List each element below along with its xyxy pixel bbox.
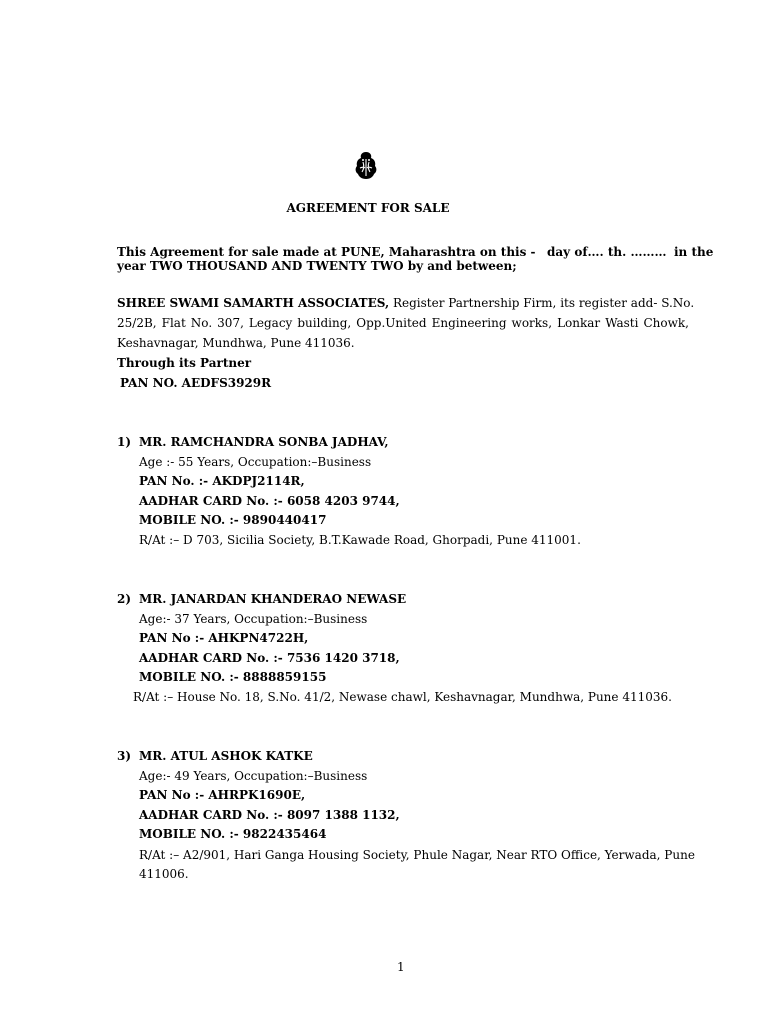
partner-2-number: 2) [117,592,132,606]
partner-3-age: Age:- 49 Years, Occupation:–Business [139,769,368,783]
partner-2-pan: PAN No :- AHKPN4722H, [139,631,309,645]
partner-3-address-2: 411006. [139,867,189,881]
firm-name: SHREE SWAMI SAMARTH ASSOCIATES, [117,296,390,310]
partner-3-pan: PAN No :- AHRPK1690E, [139,788,306,802]
partner-1-pan: PAN No. :- AKDPJ2114R, [139,474,305,488]
partner-3-mobile: MOBILE NO. :- 9822435464 [139,827,327,841]
partner-1-name: MR. RAMCHANDRA SONBA JADHAV, [139,435,389,449]
partner-3-address-1: R/At :– A2/901, Hari Ganga Housing Society, Phule Nagar, Near RTO Office, Yerwada, Pune [139,848,695,862]
partner-1-mobile: MOBILE NO. :- 9890440417 [139,513,327,527]
partner-3-number: 3) [117,749,132,763]
ganesha-emblem-icon [353,150,379,180]
document-title: AGREEMENT FOR SALE [286,201,450,215]
partner-1-aadhar: AADHAR CARD No. :- 6058 4203 9744, [139,494,400,508]
partner-3-name: MR. ATUL ASHOK KATKE [139,749,313,763]
firm-address-2: 25/2B, Flat No. 307, Legacy building, Opp.United Engineering works, Lonkar Wasti Chowk, [117,316,689,330]
partner-1-address: R/At :– D 703, Sicilia Society, B.T.Kawade Road, Ghorpadi, Pune 411001. [139,533,581,547]
partner-2-age: Age:- 37 Years, Occupation:–Business [139,612,368,626]
partner-3-aadhar: AADHAR CARD No. :- 8097 1388 1132, [139,808,400,822]
intro-line-1c: in the [674,245,714,259]
intro-line-1a: This Agreement for sale made at PUNE, Maharashtra on this - [117,245,536,259]
partner-1-number: 1) [117,435,132,449]
partner-1-heading [117,435,389,449]
intro-line-2: year TWO THOUSAND AND TWENTY TWO by and between; [117,259,517,273]
firm-address-1: Register Partnership Firm, its register add- S.No. [389,296,695,310]
partner-2-name: MR. JANARDAN KHANDERAO NEWASE [139,592,407,606]
firm-address-3: Keshavnagar, Mundhwa, Pune 411036. [117,336,355,350]
partner-2-aadhar: AADHAR CARD No. :- 7536 1420 3718, [139,651,400,665]
firm-through: Through its Partner [117,356,252,370]
firm-pan: PAN NO. AEDFS3929R [120,376,272,390]
partner-2-address: R/At :– House No. 18, S.No. 41/2, Newase chawl, Keshavnagar, Mundhwa, Pune 411036. [133,690,672,704]
page-number: 1 [397,960,405,974]
partner-2-mobile: MOBILE NO. :- 8888859155 [139,670,327,684]
partner-1-age: Age :- 55 Years, Occupation:–Business [139,455,372,469]
intro-line-1b: day of…. th. ……… [547,245,667,259]
firm-line-1 [117,296,695,310]
partner-2-heading [117,592,406,606]
partner-3-heading [117,749,313,763]
